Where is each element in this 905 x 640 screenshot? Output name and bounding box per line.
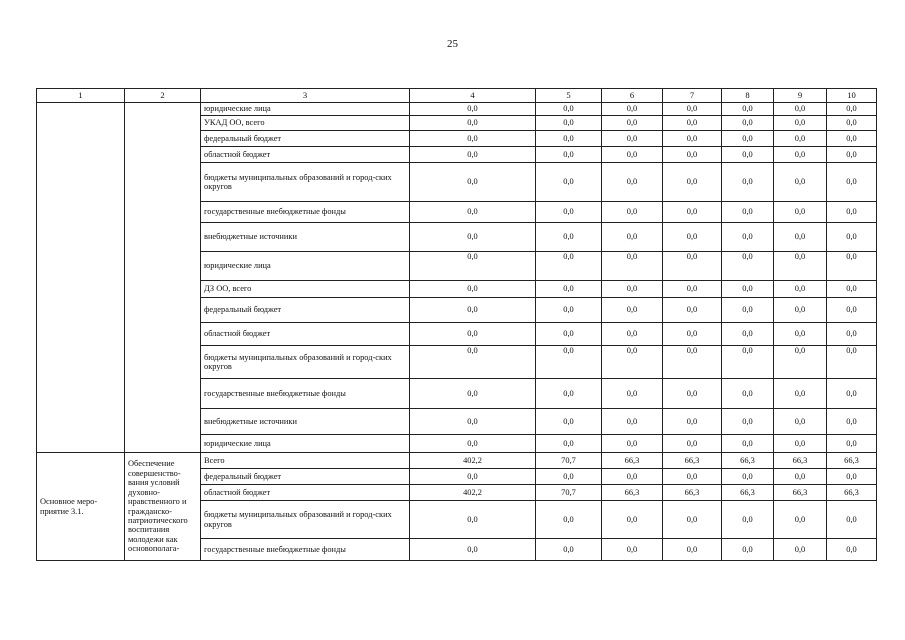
value-cell: 66,3 xyxy=(827,485,877,501)
funding-source-cell: Всего xyxy=(201,453,410,469)
value-cell: 0,0 xyxy=(663,147,722,163)
value-cell: 0,0 xyxy=(722,252,774,281)
value-cell: 0,0 xyxy=(722,163,774,202)
value-cell: 0,0 xyxy=(827,435,877,453)
value-cell: 0,0 xyxy=(663,435,722,453)
value-cell: 0,0 xyxy=(410,469,536,485)
funding-source-cell: юридические лица xyxy=(201,252,410,281)
value-cell: 0,0 xyxy=(410,223,536,252)
header-cell-2: 2 xyxy=(125,89,201,103)
value-cell: 66,3 xyxy=(602,453,663,469)
value-cell: 0,0 xyxy=(536,103,602,116)
value-cell: 0,0 xyxy=(410,116,536,131)
value-cell: 402,2 xyxy=(410,485,536,501)
measure-description-cell: Обеспечение совершенство-вания условий духовно-нравственного и гражданско-патриотического воспитания молодежи как основополага- xyxy=(125,453,201,561)
value-cell: 0,0 xyxy=(663,298,722,323)
header-cell-10: 10 xyxy=(827,89,877,103)
funding-source-cell: внебюджетные источники xyxy=(201,409,410,435)
value-cell: 0,0 xyxy=(602,223,663,252)
value-cell: 0,0 xyxy=(536,163,602,202)
value-cell: 0,0 xyxy=(663,202,722,223)
funding-source-cell: областной бюджет xyxy=(201,323,410,346)
value-cell: 0,0 xyxy=(722,147,774,163)
value-cell: 0,0 xyxy=(722,469,774,485)
value-cell: 0,0 xyxy=(663,469,722,485)
value-cell: 0,0 xyxy=(410,298,536,323)
value-cell: 0,0 xyxy=(774,435,827,453)
value-cell: 0,0 xyxy=(602,103,663,116)
value-cell: 0,0 xyxy=(774,409,827,435)
value-cell: 66,3 xyxy=(722,485,774,501)
value-cell: 0,0 xyxy=(602,409,663,435)
value-cell: 0,0 xyxy=(827,223,877,252)
value-cell: 0,0 xyxy=(722,298,774,323)
value-cell: 0,0 xyxy=(722,539,774,561)
page-number: 25 xyxy=(447,38,458,50)
funding-source-cell: внебюджетные источники xyxy=(201,223,410,252)
value-cell: 0,0 xyxy=(827,501,877,539)
header-cell-3: 3 xyxy=(201,89,410,103)
value-cell: 0,0 xyxy=(410,131,536,147)
value-cell: 0,0 xyxy=(827,116,877,131)
value-cell: 0,0 xyxy=(536,346,602,379)
value-cell: 0,0 xyxy=(602,539,663,561)
value-cell: 0,0 xyxy=(663,539,722,561)
funding-source-cell: федеральный бюджет xyxy=(201,298,410,323)
value-cell: 0,0 xyxy=(722,501,774,539)
value-cell: 0,0 xyxy=(410,147,536,163)
value-cell: 0,0 xyxy=(602,116,663,131)
value-cell: 0,0 xyxy=(410,163,536,202)
value-cell: 0,0 xyxy=(536,223,602,252)
value-cell: 0,0 xyxy=(722,435,774,453)
value-cell: 0,0 xyxy=(827,202,877,223)
value-cell: 0,0 xyxy=(536,131,602,147)
value-cell: 0,0 xyxy=(602,147,663,163)
value-cell: 0,0 xyxy=(536,252,602,281)
value-cell: 0,0 xyxy=(722,379,774,409)
value-cell: 70,7 xyxy=(536,453,602,469)
value-cell: 0,0 xyxy=(722,116,774,131)
value-cell: 70,7 xyxy=(536,485,602,501)
funding-source-cell: государственные внебюджетные фонды xyxy=(201,202,410,223)
value-cell: 0,0 xyxy=(827,163,877,202)
value-cell: 0,0 xyxy=(410,323,536,346)
value-cell: 66,3 xyxy=(774,485,827,501)
value-cell: 0,0 xyxy=(602,469,663,485)
value-cell: 66,3 xyxy=(774,453,827,469)
funding-source-cell: областной бюджет xyxy=(201,485,410,501)
value-cell: 0,0 xyxy=(602,323,663,346)
value-cell: 0,0 xyxy=(827,379,877,409)
header-cell-9: 9 xyxy=(774,89,827,103)
value-cell: 0,0 xyxy=(827,346,877,379)
value-cell: 0,0 xyxy=(536,323,602,346)
header-cell-7: 7 xyxy=(663,89,722,103)
value-cell: 0,0 xyxy=(827,539,877,561)
value-cell: 0,0 xyxy=(827,409,877,435)
value-cell: 66,3 xyxy=(722,453,774,469)
value-cell: 66,3 xyxy=(602,485,663,501)
value-cell: 0,0 xyxy=(663,281,722,298)
value-cell: 0,0 xyxy=(536,435,602,453)
value-cell: 0,0 xyxy=(663,501,722,539)
header-cell-8: 8 xyxy=(722,89,774,103)
funding-source-cell: бюджеты муниципальных образований и город-ских округов xyxy=(201,346,410,379)
value-cell: 0,0 xyxy=(410,103,536,116)
value-cell: 0,0 xyxy=(774,202,827,223)
funding-source-cell: государственные внебюджетные фонды xyxy=(201,539,410,561)
value-cell: 0,0 xyxy=(827,103,877,116)
value-cell: 0,0 xyxy=(536,501,602,539)
value-cell: 0,0 xyxy=(722,103,774,116)
value-cell: 0,0 xyxy=(410,539,536,561)
value-cell: 66,3 xyxy=(663,485,722,501)
table-row xyxy=(37,453,877,469)
value-cell: 0,0 xyxy=(774,163,827,202)
value-cell: 0,0 xyxy=(602,346,663,379)
funding-source-cell: бюджеты муниципальных образований и город-ских округов xyxy=(201,163,410,202)
value-cell: 0,0 xyxy=(410,252,536,281)
value-cell: 0,0 xyxy=(410,281,536,298)
budget-table xyxy=(36,88,877,561)
value-cell: 0,0 xyxy=(663,323,722,346)
value-cell: 0,0 xyxy=(536,281,602,298)
header-cell-5: 5 xyxy=(536,89,602,103)
value-cell: 0,0 xyxy=(602,202,663,223)
value-cell: 0,0 xyxy=(410,346,536,379)
value-cell: 0,0 xyxy=(536,379,602,409)
value-cell: 0,0 xyxy=(410,501,536,539)
value-cell: 0,0 xyxy=(827,298,877,323)
table-row xyxy=(37,103,877,116)
value-cell: 0,0 xyxy=(663,163,722,202)
value-cell: 0,0 xyxy=(827,252,877,281)
funding-source-cell: бюджеты муниципальных образований и город-ских округов xyxy=(201,501,410,539)
empty-cell-col1 xyxy=(37,103,125,453)
funding-source-cell: УКАД ОО, всего xyxy=(201,116,410,131)
value-cell: 0,0 xyxy=(536,469,602,485)
value-cell: 0,0 xyxy=(410,202,536,223)
value-cell: 0,0 xyxy=(774,223,827,252)
value-cell: 0,0 xyxy=(602,501,663,539)
funding-source-cell: федеральный бюджет xyxy=(201,469,410,485)
value-cell: 0,0 xyxy=(663,346,722,379)
value-cell: 0,0 xyxy=(602,435,663,453)
value-cell: 0,0 xyxy=(774,379,827,409)
value-cell: 0,0 xyxy=(774,298,827,323)
value-cell: 0,0 xyxy=(774,131,827,147)
value-cell: 66,3 xyxy=(827,453,877,469)
value-cell: 0,0 xyxy=(774,469,827,485)
value-cell: 0,0 xyxy=(663,223,722,252)
value-cell: 0,0 xyxy=(536,409,602,435)
value-cell: 0,0 xyxy=(602,252,663,281)
value-cell: 0,0 xyxy=(722,409,774,435)
value-cell: 0,0 xyxy=(536,298,602,323)
value-cell: 0,0 xyxy=(722,323,774,346)
funding-source-cell: юридические лица xyxy=(201,103,410,116)
value-cell: 0,0 xyxy=(827,469,877,485)
value-cell: 402,2 xyxy=(410,453,536,469)
value-cell: 0,0 xyxy=(827,147,877,163)
value-cell: 0,0 xyxy=(410,435,536,453)
value-cell: 0,0 xyxy=(410,409,536,435)
value-cell: 0,0 xyxy=(602,298,663,323)
value-cell: 0,0 xyxy=(663,252,722,281)
empty-cell-col2 xyxy=(125,103,201,453)
value-cell: 0,0 xyxy=(774,501,827,539)
value-cell: 0,0 xyxy=(774,346,827,379)
header-cell-4: 4 xyxy=(410,89,536,103)
value-cell: 0,0 xyxy=(827,323,877,346)
value-cell: 0,0 xyxy=(663,116,722,131)
value-cell: 0,0 xyxy=(774,103,827,116)
value-cell: 0,0 xyxy=(536,116,602,131)
value-cell: 0,0 xyxy=(722,281,774,298)
value-cell: 0,0 xyxy=(774,539,827,561)
funding-source-cell: областной бюджет xyxy=(201,147,410,163)
value-cell: 0,0 xyxy=(827,131,877,147)
value-cell: 0,0 xyxy=(722,202,774,223)
value-cell: 0,0 xyxy=(663,131,722,147)
value-cell: 0,0 xyxy=(410,379,536,409)
value-cell: 0,0 xyxy=(774,252,827,281)
value-cell: 0,0 xyxy=(602,131,663,147)
value-cell: 0,0 xyxy=(827,281,877,298)
value-cell: 0,0 xyxy=(774,281,827,298)
value-cell: 66,3 xyxy=(663,453,722,469)
value-cell: 0,0 xyxy=(722,223,774,252)
value-cell: 0,0 xyxy=(602,163,663,202)
value-cell: 0,0 xyxy=(536,147,602,163)
funding-source-cell: государственные внебюджетные фонды xyxy=(201,379,410,409)
value-cell: 0,0 xyxy=(774,147,827,163)
funding-source-cell: юридические лица xyxy=(201,435,410,453)
value-cell: 0,0 xyxy=(722,131,774,147)
value-cell: 0,0 xyxy=(774,116,827,131)
header-row xyxy=(37,89,877,103)
value-cell: 0,0 xyxy=(722,346,774,379)
value-cell: 0,0 xyxy=(774,323,827,346)
value-cell: 0,0 xyxy=(536,202,602,223)
header-cell-6: 6 xyxy=(602,89,663,103)
value-cell: 0,0 xyxy=(602,379,663,409)
value-cell: 0,0 xyxy=(602,281,663,298)
header-cell-1: 1 xyxy=(37,89,125,103)
value-cell: 0,0 xyxy=(663,409,722,435)
value-cell: 0,0 xyxy=(663,103,722,116)
funding-source-cell: федеральный бюджет xyxy=(201,131,410,147)
measure-name-cell: Основное меро-приятие 3.1. xyxy=(37,453,125,561)
value-cell: 0,0 xyxy=(663,379,722,409)
funding-source-cell: ДЗ ОО, всего xyxy=(201,281,410,298)
value-cell: 0,0 xyxy=(536,539,602,561)
